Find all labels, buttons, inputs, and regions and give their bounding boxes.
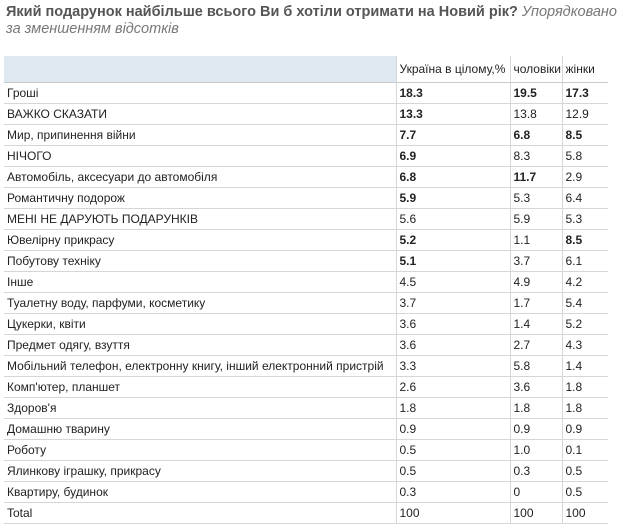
value-women: 6.4 [562,188,608,209]
value-men: 3.6 [510,377,562,398]
row-label: МЕНІ НЕ ДАРУЮТЬ ПОДАРУНКІВ [4,209,396,230]
value-ukraine-total: 3.6 [396,335,510,356]
value-men: 3.7 [510,251,562,272]
table-row [4,188,608,209]
header-women: жінки [562,56,608,83]
header-men: чоловіки [510,56,562,83]
value-men: 4.9 [510,272,562,293]
value-men: 5.3 [510,188,562,209]
value-men: 5.8 [510,356,562,377]
value-men: 1.1 [510,230,562,251]
table-row [4,377,608,398]
value-women: 0.5 [562,482,608,503]
table-row [4,440,608,461]
value-ukraine-total: 0.9 [396,419,510,440]
table-row [4,461,608,482]
survey-heading [6,4,632,38]
value-ukraine-total: 2.6 [396,377,510,398]
value-women: 4.3 [562,335,608,356]
results-table-container [4,56,608,524]
value-women: 5.2 [562,314,608,335]
value-women: 1.8 [562,398,608,419]
row-label: Автомобіль, аксесуари до автомобіля [4,167,396,188]
table-body [4,83,608,524]
row-label: Здоров'я [4,398,396,419]
value-ukraine-total: 18.3 [396,83,510,104]
value-men: 0.3 [510,461,562,482]
table-row [4,398,608,419]
table-row [4,503,608,524]
value-men: 11.7 [510,167,562,188]
value-women: 6.1 [562,251,608,272]
value-men: 19.5 [510,83,562,104]
row-label: Мобільний телефон, електронну книгу, інший електронний пристрій [4,356,396,377]
value-men: 1.0 [510,440,562,461]
table-row [4,209,608,230]
row-label: Романтичну подорож [4,188,396,209]
table-header-row [4,56,608,83]
value-women: 4.2 [562,272,608,293]
table-row [4,272,608,293]
value-ukraine-total: 4.5 [396,272,510,293]
row-label: ВАЖКО СКАЗАТИ [4,104,396,125]
value-ukraine-total: 5.1 [396,251,510,272]
row-label: Комп'ютер, планшет [4,377,396,398]
value-women: 100 [562,503,608,524]
table-row [4,314,608,335]
sort-note: Упорядковано за зменшенням відсотків [6,4,617,37]
value-women: 8.5 [562,125,608,146]
row-label: Ялинкову іграшку, прикрасу [4,461,396,482]
row-label: Цукерки, квіти [4,314,396,335]
table-row [4,293,608,314]
table-row [4,251,608,272]
row-label: Інше [4,272,396,293]
row-label: Квартиру, будинок [4,482,396,503]
value-women: 5.4 [562,293,608,314]
table-row [4,167,608,188]
value-men: 13.8 [510,104,562,125]
value-women: 5.3 [562,209,608,230]
value-ukraine-total: 0.5 [396,461,510,482]
value-women: 0.1 [562,440,608,461]
value-ukraine-total: 0.5 [396,440,510,461]
value-ukraine-total: 100 [396,503,510,524]
row-label: Total [4,503,396,524]
value-ukraine-total: 7.7 [396,125,510,146]
table-row [4,335,608,356]
value-ukraine-total: 3.3 [396,356,510,377]
value-women: 12.9 [562,104,608,125]
value-ukraine-total: 13.3 [396,104,510,125]
table-row [4,104,608,125]
row-label: Предмет одягу, взуття [4,335,396,356]
table-row [4,356,608,377]
table-row [4,419,608,440]
value-women: 5.8 [562,146,608,167]
row-label: Мир, припинення війни [4,125,396,146]
table-row [4,125,608,146]
row-label: Побутову техніку [4,251,396,272]
row-label: Ювелірну прикрасу [4,230,396,251]
value-ukraine-total: 6.9 [396,146,510,167]
value-ukraine-total: 6.8 [396,167,510,188]
value-women: 2.9 [562,167,608,188]
value-women: 0.5 [562,461,608,482]
results-table [4,56,608,524]
row-label: Домашню тварину [4,419,396,440]
value-women: 17.3 [562,83,608,104]
value-women: 1.4 [562,356,608,377]
value-men: 8.3 [510,146,562,167]
value-men: 1.8 [510,398,562,419]
value-ukraine-total: 3.6 [396,314,510,335]
value-men: 1.7 [510,293,562,314]
row-label: Роботу [4,440,396,461]
row-label: НІЧОГО [4,146,396,167]
value-ukraine-total: 5.9 [396,188,510,209]
value-men: 6.8 [510,125,562,146]
row-label: Туалетну воду, парфуми, косметику [4,293,396,314]
table-row [4,482,608,503]
value-men: 5.9 [510,209,562,230]
header-label-column [4,56,396,83]
value-men: 1.4 [510,314,562,335]
value-men: 2.7 [510,335,562,356]
value-ukraine-total: 3.7 [396,293,510,314]
value-ukraine-total: 5.2 [396,230,510,251]
value-ukraine-total: 5.6 [396,209,510,230]
question-title: Який подарунок найбільше всього Ви б хотіли отримати на Новий рік? [6,4,518,20]
value-women: 8.5 [562,230,608,251]
value-women: 0.9 [562,419,608,440]
value-ukraine-total: 0.3 [396,482,510,503]
value-women: 1.8 [562,377,608,398]
value-ukraine-total: 1.8 [396,398,510,419]
header-ukraine-total: Україна в цілому,% [396,56,510,83]
table-row [4,146,608,167]
row-label: Гроші [4,83,396,104]
value-men: 0.9 [510,419,562,440]
table-row [4,230,608,251]
value-men: 100 [510,503,562,524]
value-men: 0 [510,482,562,503]
table-row [4,83,608,104]
